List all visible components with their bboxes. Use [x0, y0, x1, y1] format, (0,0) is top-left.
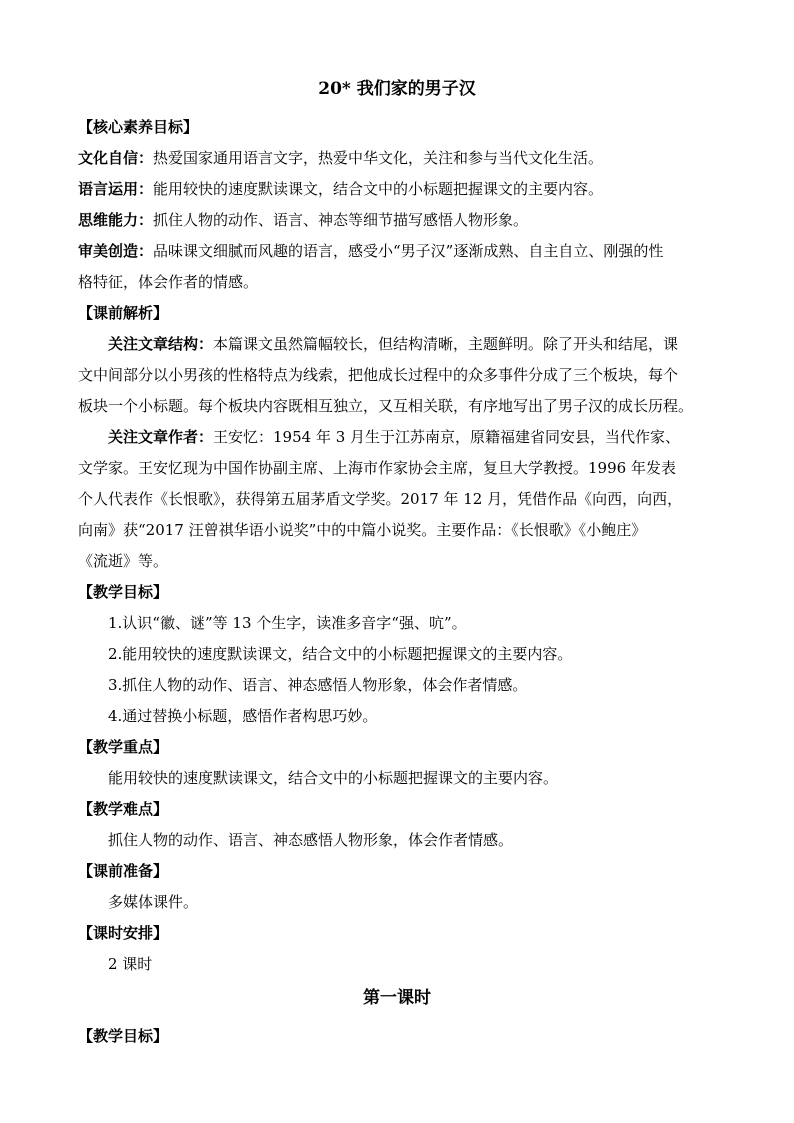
core-goal-4: [78, 241, 728, 261]
core-goal-1: [78, 148, 728, 168]
analysis-text: 王安忆：1954 年 3 月生于江苏南京，原籍福建省同安县，当代作家、: [213, 428, 681, 446]
preparation-text: 多媒体课件。: [108, 893, 199, 911]
heading-teaching-goals: 【教学目标】: [78, 583, 169, 601]
heading-analysis: 【课前解析】: [78, 304, 169, 322]
core-goal-4-cont: 格特征，体会作者的情感。: [78, 273, 259, 291]
teaching-goal-4: 4.通过替换小标题，感悟作者构思巧妙。: [108, 707, 378, 725]
core-goal-label: 审美创造：: [78, 242, 154, 260]
document-title: 20* 我们家的男子汉: [318, 79, 476, 99]
heading-preparation: 【课前准备】: [78, 862, 169, 880]
heading-difficulties: 【教学难点】: [78, 800, 169, 818]
analysis-p2-label: 关注文章作者：: [108, 428, 214, 446]
teaching-goal-1: 1.认识“徽、谜”等 13 个生字，读准多音字“强、吭”。: [108, 614, 467, 632]
core-goal-label: 文化自信：: [78, 149, 154, 167]
heading-lesson1-goals: 【教学目标】: [78, 1027, 169, 1045]
analysis-text: 本篇课文虽然篇幅较长，但结构清晰，主题鲜明。除了开头和结尾，课: [213, 335, 679, 353]
heading-schedule: 【课时安排】: [78, 924, 169, 942]
lesson1-title: 第一课时: [363, 988, 431, 1008]
core-goal-text: 抓住人物的动作、语言、神态等细节描写感悟人物形象。: [153, 211, 529, 229]
analysis-p2-line3: 个人代表作《长恨歌》，获得第五届茅盾文学奖。2017 年 12 月，凭借作品《向西，向西，: [78, 490, 683, 508]
core-goal-text: 热爱国家通用语言文字，热爱中华文化，关注和参与当代文化生活。: [153, 149, 604, 167]
analysis-p1-line3: 板块一个小标题。每个板块内容既相互独立，又互相关联，有序地写出了男子汉的成长历程。: [78, 397, 694, 415]
analysis-p1-line1: [108, 334, 728, 354]
core-goal-label: 思维能力：: [78, 211, 154, 229]
analysis-p2-line1: [108, 427, 728, 447]
teaching-goal-3: 3.抓住人物的动作、语言、神态感悟人物形象，体会作者情感。: [108, 676, 528, 694]
difficulties-text: 抓住人物的动作、语言、神态感悟人物形象，体会作者情感。: [108, 831, 514, 849]
core-goal-text: 能用较快的速度默读课文，结合文中的小标题把握课文的主要内容。: [153, 180, 604, 198]
core-goal-2: [78, 179, 728, 199]
teaching-goal-2: 2.能用较快的速度默读课文，结合文中的小标题把握课文的主要内容。: [108, 645, 573, 663]
analysis-p1-label: 关注文章结构：: [108, 335, 214, 353]
core-goal-text: 品味课文细腻而风趣的语言，感受小“男子汉”逐渐成熟、自主自立、刚强的性: [153, 242, 664, 260]
core-goal-label: 语言运用：: [78, 180, 154, 198]
analysis-p2-line2: 文学家。王安忆现为中国作协副主席、上海市作家协会主席，复旦大学教授。1996 年发表: [78, 459, 676, 477]
schedule-text: 2 课时: [108, 955, 153, 973]
heading-core-goals: 【核心素养目标】: [78, 118, 199, 136]
core-goal-3: [78, 210, 728, 230]
heading-key-points: 【教学重点】: [78, 738, 169, 756]
analysis-p2-line5: 《流逝》等。: [78, 552, 169, 570]
analysis-p1-line2: 文中间部分以小男孩的性格特点为线索，把他成长过程中的众多事件分成了三个板块，每个: [78, 366, 679, 384]
analysis-p2-line4: 向南》获“2017 汪曾祺华语小说奖”中的中篇小说奖。主要作品：《长恨歌》《小鲍庄》: [78, 521, 647, 539]
key-points-text: 能用较快的速度默读课文，结合文中的小标题把握课文的主要内容。: [108, 769, 559, 787]
